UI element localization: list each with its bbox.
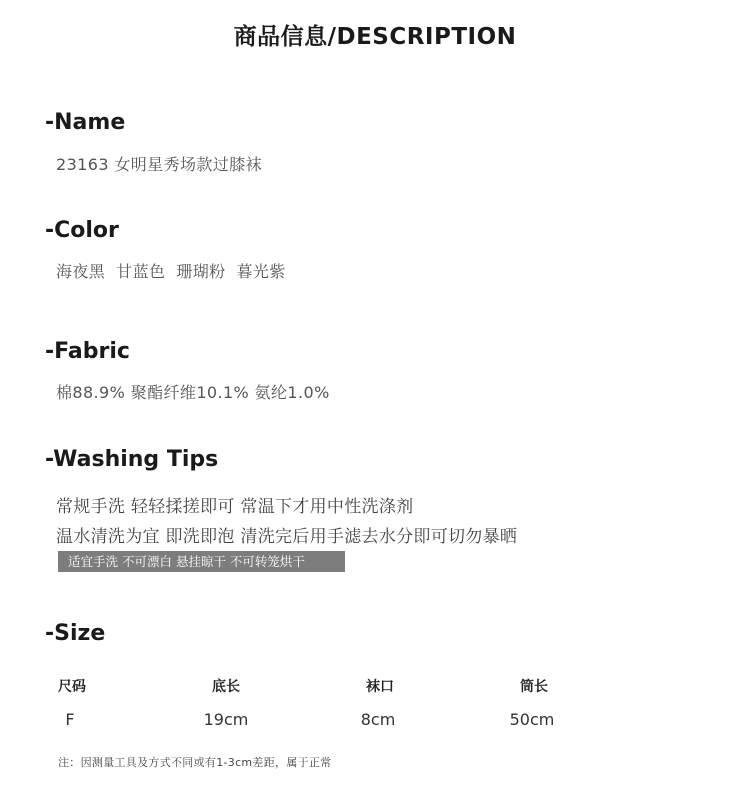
size-column-header: 底长: [212, 679, 240, 695]
fabric-heading: -Fabric: [45, 339, 130, 364]
size-table-cell: F: [65, 710, 75, 729]
measurement-note: 注：因测量工具及方式不同或有1-3cm差距，属于正常: [58, 756, 332, 769]
size-table-cell: 19cm: [203, 710, 249, 729]
color-value: 海夜黑 甘蓝色 珊瑚粉 暮光紫: [56, 262, 286, 281]
name-heading: -Name: [45, 110, 126, 135]
size-table-cell: 8cm: [360, 710, 396, 729]
fabric-value: 棉88.9% 聚酯纤维10.1% 氨纶1.0%: [56, 383, 330, 402]
size-column-header: 袜口: [366, 679, 394, 695]
size-heading: -Size: [45, 621, 106, 646]
size-table-cell: 50cm: [509, 710, 555, 729]
care-label-bar: 适宜手洗 不可漂白 悬挂晾干 不可转笼烘干: [58, 551, 345, 572]
page-title: 商品信息/DESCRIPTION: [233, 24, 517, 50]
washing-line-1: 常规手洗 轻轻揉搓即可 常温下才用中性洗涤剂: [56, 497, 414, 517]
color-heading: -Color: [45, 218, 119, 243]
size-column-header: 筒长: [520, 679, 548, 695]
name-value: 23163 女明星秀场款过膝袜: [56, 155, 262, 174]
washing-heading: -Washing Tips: [45, 447, 219, 472]
size-column-header: 尺码: [58, 679, 86, 695]
washing-line-2: 温水清洗为宜 即洗即泡 清洗完后用手滤去水分即可切勿暴晒: [56, 527, 518, 547]
